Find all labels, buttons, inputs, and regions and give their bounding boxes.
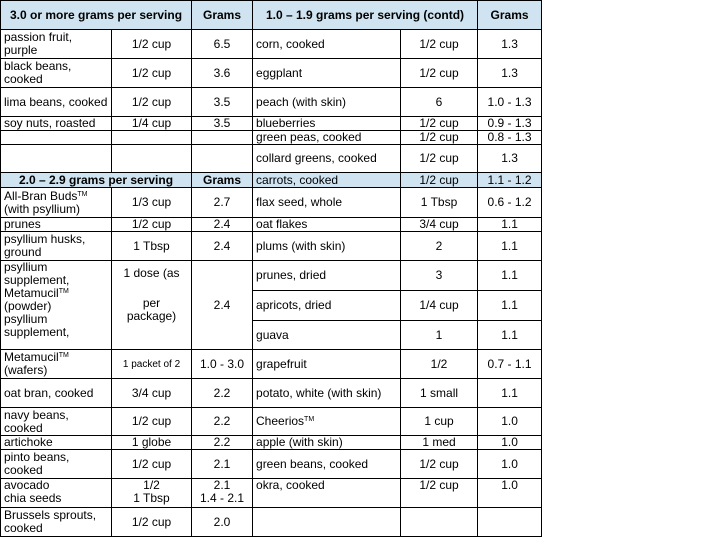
serving: 6 bbox=[401, 88, 478, 117]
header-row bbox=[1, 1, 542, 30]
empty-cell bbox=[478, 508, 542, 537]
grams: 2.4 bbox=[192, 218, 253, 232]
trademark-mark: TM bbox=[58, 352, 69, 359]
serving: 1 Tbsp bbox=[112, 232, 192, 261]
food-name-line: Metamucil™ bbox=[4, 286, 69, 300]
grams: 3.6 bbox=[192, 59, 253, 88]
table-row bbox=[1, 350, 542, 379]
food-name: lima beans, cooked bbox=[1, 88, 112, 117]
serving: 1/2 cup bbox=[112, 508, 192, 537]
serving: 1/2 cup bbox=[401, 30, 478, 59]
grams: 6.5 bbox=[192, 30, 253, 59]
serving: 1 bbox=[401, 321, 478, 350]
grams: 1.3 bbox=[478, 145, 542, 173]
grams: 2.2 bbox=[192, 408, 253, 436]
empty-cell bbox=[1, 145, 112, 173]
serving: 1/2 cup bbox=[401, 145, 478, 173]
grams: 2.2 bbox=[192, 379, 253, 408]
grams: 1.1 bbox=[478, 321, 542, 350]
food-name: eggplant bbox=[253, 59, 401, 88]
table-row bbox=[1, 131, 542, 145]
table-row bbox=[1, 59, 542, 88]
serving-line: 1/2 bbox=[143, 478, 160, 492]
subheader-label: 2.0 – 2.9 grams per serving bbox=[1, 173, 192, 188]
serving-line: package) bbox=[126, 309, 177, 323]
food-name: potato, white (with skin) bbox=[253, 379, 401, 408]
food-name bbox=[1, 479, 112, 508]
trademark-mark: TM bbox=[77, 190, 88, 198]
serving: 1 globe bbox=[112, 436, 192, 450]
grams: 3.5 bbox=[192, 88, 253, 117]
serving: 1 small bbox=[401, 379, 478, 408]
food-name: oat bran, cooked bbox=[1, 379, 112, 408]
subheader-grams: Grams bbox=[192, 173, 253, 188]
serving: 1/2 cup bbox=[401, 450, 478, 479]
grams-line: 2.1 bbox=[213, 478, 231, 492]
table-row bbox=[1, 508, 542, 537]
grams: 1.1 bbox=[478, 291, 542, 321]
food-name: passion fruit, purple bbox=[1, 30, 112, 59]
serving: 1/2 cup bbox=[401, 479, 478, 508]
food-name-line: (with psyllium) bbox=[4, 201, 81, 216]
grams: 0.9 - 1.3 bbox=[478, 117, 542, 131]
grams: 2.1 bbox=[192, 450, 253, 479]
serving: 1/2 cup bbox=[112, 408, 192, 436]
grams: 1.0 - 3.0 bbox=[192, 350, 253, 379]
food-name: navy beans, cooked bbox=[1, 408, 112, 436]
grams: 1.0 bbox=[478, 408, 542, 436]
food-name bbox=[1, 261, 112, 350]
serving: 1/2 cup bbox=[112, 59, 192, 88]
grams: 2.0 bbox=[192, 508, 253, 537]
grams: 1.1 - 1.2 bbox=[478, 173, 542, 188]
table-row bbox=[1, 145, 542, 173]
trademark-mark: TM bbox=[58, 288, 69, 295]
grams: 1.1 bbox=[478, 261, 542, 291]
food-name: apple (with skin) bbox=[253, 436, 401, 450]
table-row bbox=[1, 30, 542, 59]
serving: 1/2 cup bbox=[112, 218, 192, 232]
serving: 1/2 bbox=[401, 350, 478, 379]
grams: 1.1 bbox=[478, 379, 542, 408]
food-name: green peas, cooked bbox=[253, 131, 401, 145]
food-name-line: (wafers) bbox=[4, 363, 48, 377]
grams: 1.0 bbox=[478, 436, 542, 450]
grams: 1.3 bbox=[478, 59, 542, 88]
food-name: flax seed, whole bbox=[253, 188, 401, 218]
food-name-line: psyllium supplement, bbox=[4, 312, 70, 339]
food-name-line: avocado bbox=[4, 478, 50, 492]
header-col1: 3.0 or more grams per serving bbox=[1, 1, 192, 30]
grams: 1.1 bbox=[478, 232, 542, 261]
grams: 1.1 bbox=[478, 218, 542, 232]
table-row bbox=[1, 379, 542, 408]
serving: 1/2 cup bbox=[401, 117, 478, 131]
food-name: Brussels sprouts, cooked bbox=[1, 508, 112, 537]
grams: 1.0 bbox=[478, 450, 542, 479]
grams: 1.3 bbox=[478, 30, 542, 59]
food-name-line: Metamucil™ bbox=[4, 350, 69, 364]
empty-cell bbox=[253, 508, 401, 537]
table-row bbox=[1, 232, 542, 261]
serving: 3 bbox=[401, 261, 478, 291]
food-name-line: psyllium supplement, bbox=[4, 260, 70, 287]
food-name-line: (powder) bbox=[4, 299, 52, 313]
food-name: prunes, dried bbox=[253, 261, 401, 291]
trademark-mark: TM bbox=[304, 416, 315, 423]
food-name: oat flakes bbox=[253, 218, 401, 232]
grams: 2.4 bbox=[192, 232, 253, 261]
subheader-row bbox=[1, 173, 542, 188]
serving: 2 bbox=[401, 232, 478, 261]
serving-line: per bbox=[142, 296, 161, 310]
grams: 1.0 - 1.3 bbox=[478, 88, 542, 117]
serving: 1/2 cup bbox=[401, 131, 478, 145]
serving: 1/3 cup bbox=[112, 188, 192, 218]
serving: 1/2 cup bbox=[112, 88, 192, 117]
empty-cell bbox=[192, 131, 253, 145]
grams bbox=[192, 479, 253, 508]
table-row bbox=[1, 88, 542, 117]
empty-cell bbox=[192, 145, 253, 173]
grams: 0.7 - 1.1 bbox=[478, 350, 542, 379]
food-name: prunes bbox=[1, 218, 112, 232]
food-name: corn, cooked bbox=[253, 30, 401, 59]
table-row bbox=[1, 218, 542, 232]
food-name: green beans, cooked bbox=[253, 450, 401, 479]
food-name: soy nuts, roasted bbox=[1, 117, 112, 131]
header-col4: 1.0 – 1.9 grams per serving (contd) bbox=[253, 1, 478, 30]
serving-line: 1 dose (as bbox=[123, 266, 180, 280]
empty-cell bbox=[1, 131, 112, 145]
serving-line: 1 Tbsp bbox=[133, 491, 170, 505]
serving: 1/2 cup bbox=[112, 450, 192, 479]
serving: 3/4 cup bbox=[401, 218, 478, 232]
table-row bbox=[1, 261, 542, 291]
food-name bbox=[1, 350, 112, 379]
grams-line: 1.4 - 2.1 bbox=[200, 491, 245, 505]
food-name: carrots, cooked bbox=[253, 173, 401, 188]
table-row bbox=[1, 450, 542, 479]
serving: 1 Tbsp bbox=[401, 188, 478, 218]
serving bbox=[112, 479, 192, 508]
serving: 1/2 cup bbox=[401, 173, 478, 188]
grams: 0.8 - 1.3 bbox=[478, 131, 542, 145]
serving: 1 packet of 2 bbox=[112, 350, 192, 379]
grams: 2.2 bbox=[192, 436, 253, 450]
food-name: blueberries bbox=[253, 117, 401, 131]
table-row bbox=[1, 188, 542, 218]
serving bbox=[112, 261, 192, 350]
food-name: apricots, dried bbox=[253, 291, 401, 321]
food-name-line: chia seeds bbox=[4, 491, 62, 505]
food-name: collard greens, cooked bbox=[253, 145, 401, 173]
serving: 1 cup bbox=[401, 408, 478, 436]
table-row bbox=[1, 408, 542, 436]
table-row bbox=[1, 479, 542, 508]
food-name: grapefruit bbox=[253, 350, 401, 379]
food-name: okra, cooked bbox=[253, 479, 401, 508]
grams: 3.5 bbox=[192, 117, 253, 131]
serving: 1/2 cup bbox=[401, 59, 478, 88]
food-name: peach (with skin) bbox=[253, 88, 401, 117]
empty-cell bbox=[112, 145, 192, 173]
food-name: guava bbox=[253, 321, 401, 350]
grams: 2.7 bbox=[192, 188, 253, 218]
header-col6: Grams bbox=[478, 1, 542, 30]
food-name: artichoke bbox=[1, 436, 112, 450]
serving: 3/4 cup bbox=[112, 379, 192, 408]
grams: 0.6 - 1.2 bbox=[478, 188, 542, 218]
food-name-line: All-Bran Buds™ bbox=[4, 188, 88, 203]
grams: 2.4 bbox=[192, 261, 253, 350]
table-row bbox=[1, 117, 542, 131]
empty-cell bbox=[401, 508, 478, 537]
table-row bbox=[1, 436, 542, 450]
food-name: black beans, cooked bbox=[1, 59, 112, 88]
food-name bbox=[1, 188, 112, 218]
grams: 1.0 bbox=[478, 479, 542, 508]
empty-cell bbox=[112, 131, 192, 145]
food-name: plums (with skin) bbox=[253, 232, 401, 261]
serving: 1 med bbox=[401, 436, 478, 450]
serving: 1/4 cup bbox=[112, 117, 192, 131]
food-name: Cheerios™ bbox=[253, 408, 401, 436]
serving: 1/2 cup bbox=[112, 30, 192, 59]
serving: 1/4 cup bbox=[401, 291, 478, 321]
food-name: pinto beans, cooked bbox=[1, 450, 112, 479]
food-name: psyllium husks, ground bbox=[1, 232, 112, 261]
header-col3: Grams bbox=[192, 1, 253, 30]
